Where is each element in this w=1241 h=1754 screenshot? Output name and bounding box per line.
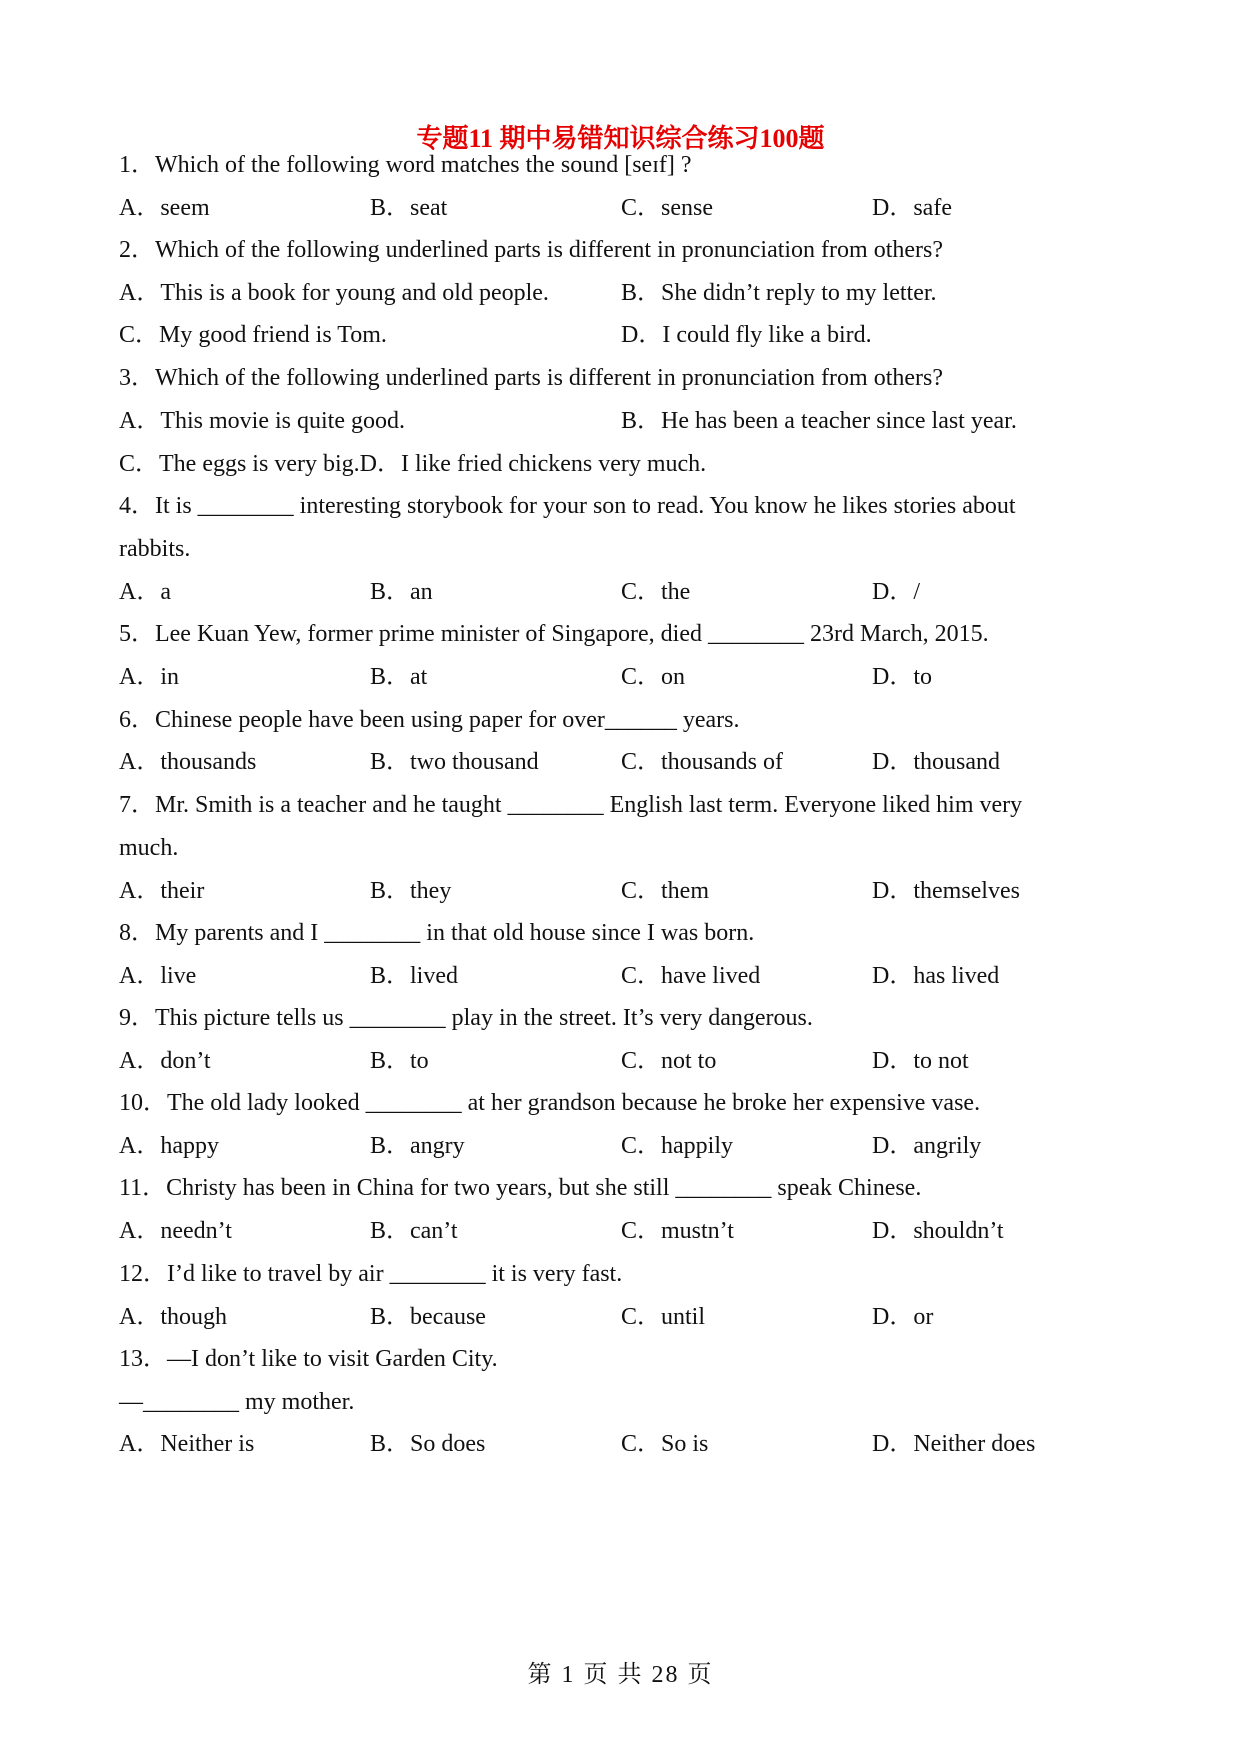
question-8-option-c: C．have lived — [621, 963, 761, 989]
question-12-stem: 12．I’d like to travel by air ________ it is very fast. — [119, 1261, 623, 1287]
question-8-option-d: D．has lived — [872, 963, 1000, 989]
question-12-option-d: D．or — [872, 1304, 934, 1330]
question-11-stem: 11．Christy has been in China for two years, but she still ________ speak Chinese. — [119, 1175, 922, 1201]
question-5-option-c: C．on — [621, 664, 686, 690]
question-4-stem-cont: rabbits. — [119, 536, 191, 562]
question-1-option-a: A．seem — [119, 195, 210, 221]
question-6-option-c: C．thousands of — [621, 749, 783, 775]
question-7-option-d: D．themselves — [872, 878, 1020, 904]
question-2-option-a: A．This is a book for young and old people. — [119, 280, 549, 306]
question-11-option-b: B．can’t — [370, 1218, 458, 1244]
question-13-option-b: B．So does — [370, 1431, 486, 1457]
question-1-option-c: C．sense — [621, 195, 713, 221]
question-10-option-c: C．happily — [621, 1133, 733, 1159]
question-11-option-a: A．needn’t — [119, 1218, 232, 1244]
question-1-option-b: B．seat — [370, 195, 448, 221]
page-footer: 第 1 页 共 28 页 — [527, 1662, 714, 1688]
question-13-option-d: D．Neither does — [872, 1431, 1036, 1457]
question-5-option-b: B．at — [370, 664, 428, 690]
question-10-option-d: D．angrily — [872, 1133, 982, 1159]
question-4-option-b: B．an — [370, 579, 433, 605]
question-2-option-b: B．She didn’t reply to my letter. — [621, 280, 937, 306]
question-13-option-c: C．So is — [621, 1431, 709, 1457]
question-10-option-a: A．happy — [119, 1133, 219, 1159]
question-9-option-d: D．to not — [872, 1048, 969, 1074]
question-10-option-b: B．angry — [370, 1133, 465, 1159]
question-2-stem: 2．Which of the following underlined parts is different in pronunciation from others? — [119, 237, 944, 263]
question-9-stem: 9．This picture tells us ________ play in the street. It’s very dangerous. — [119, 1005, 813, 1031]
question-6-option-b: B．two thousand — [370, 749, 539, 775]
question-4-option-d: D．/ — [872, 579, 920, 605]
question-5-stem: 5．Lee Kuan Yew, former prime minister of Singapore, died ________ 23rd March, 2015. — [119, 621, 989, 647]
question-2-option-d: D．I could fly like a bird. — [621, 322, 872, 348]
question-13-stem-cont: —________ my mother. — [119, 1389, 355, 1415]
question-11-option-d: D．shouldn’t — [872, 1218, 1004, 1244]
question-5-option-a: A．in — [119, 664, 179, 690]
question-6-stem: 6．Chinese people have been using paper for over______ years. — [119, 707, 740, 733]
question-7-option-b: B．they — [370, 878, 452, 904]
question-2-option-c: C．My good friend is Tom. — [119, 322, 387, 348]
question-8-stem: 8．My parents and I ________ in that old house since I was born. — [119, 920, 755, 946]
question-3-option-a: A．This movie is quite good. — [119, 408, 405, 434]
question-4-stem: 4．It is ________ interesting storybook for your son to read. You know he likes stories about — [119, 493, 1016, 519]
question-8-option-b: B．lived — [370, 963, 458, 989]
question-1-stem: 1．Which of the following word matches the sound [seɪf] ? — [119, 152, 692, 178]
question-6-option-d: D．thousand — [872, 749, 1000, 775]
question-12-option-c: C．until — [621, 1304, 706, 1330]
question-12-option-b: B．because — [370, 1304, 486, 1330]
question-3-option-b: B．He has been a teacher since last year. — [621, 408, 1017, 434]
question-5-option-d: D．to — [872, 664, 932, 690]
page-title: 专题11 期中易错知识综合练习100题 — [416, 124, 825, 153]
question-13-option-a: A．Neither is — [119, 1431, 255, 1457]
question-7-option-a: A．their — [119, 878, 205, 904]
question-9-option-c: C．not to — [621, 1048, 717, 1074]
question-12-option-a: A．though — [119, 1304, 227, 1330]
question-1-option-d: D．safe — [872, 195, 952, 221]
question-3-option-c-d: C．The eggs is very big.D．I like fried chickens very much. — [119, 451, 707, 477]
question-3-stem: 3．Which of the following underlined parts is different in pronunciation from others? — [119, 365, 944, 391]
question-7-stem: 7．Mr. Smith is a teacher and he taught ________ English last term. Everyone liked him very — [119, 792, 1023, 818]
question-7-stem-cont: much. — [119, 835, 179, 861]
question-10-stem: 10．The old lady looked ________ at her grandson because he broke her expensive vase. — [119, 1090, 981, 1116]
question-7-option-c: C．them — [621, 878, 709, 904]
question-9-option-b: B．to — [370, 1048, 429, 1074]
question-4-option-a: A．a — [119, 579, 171, 605]
question-9-option-a: A．don’t — [119, 1048, 211, 1074]
question-6-option-a: A．thousands — [119, 749, 257, 775]
question-4-option-c: C．the — [621, 579, 691, 605]
question-13-stem: 13．—I don’t like to visit Garden City. — [119, 1346, 498, 1372]
question-8-option-a: A．live — [119, 963, 197, 989]
question-11-option-c: C．mustn’t — [621, 1218, 734, 1244]
